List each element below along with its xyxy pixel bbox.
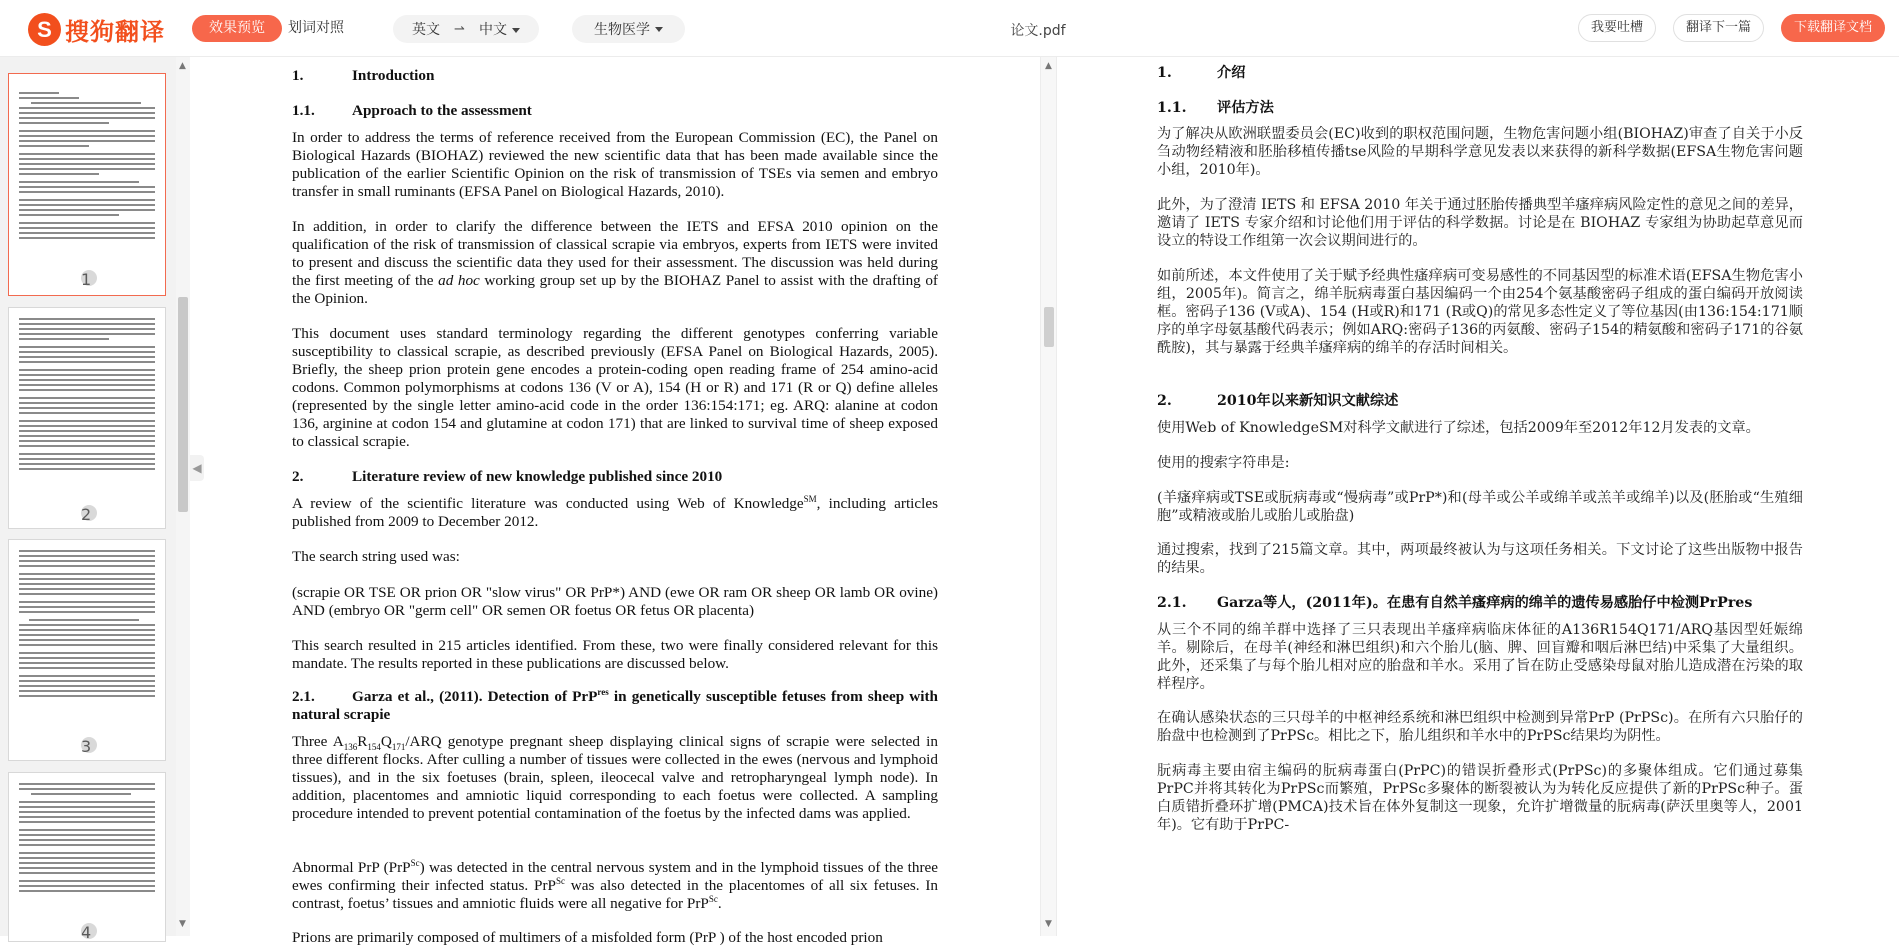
section-heading: 2. 2010年以来新知识文献综述 [1157,393,1399,409]
paragraph: 通过搜索，找到了215篇文章。其中，两项最终被认为与这项任务相关。下文讨论了这些出版物中报告的结果。 [1157,542,1803,576]
scrollbar-thumb[interactable] [178,297,188,512]
section-heading: 2.1. Garza等人，(2011年)。在患有自然羊瘙痒病的绵羊的遗传易感胎仔中检测PrPres [1157,595,1753,611]
download-translation-button[interactable]: 下载翻译文档 [1781,14,1885,42]
paragraph: 朊病毒主要由宿主编码的朊病毒蛋白(PrPC)的错误折叠形式(PrPSc)的多聚体组成。它们通过募集PrPC并将其转化为PrPSc而繁殖，PrPSc多聚体的断裂被认为为转化反应提供了新的PrPSc种子。蛋白质错折叠环扩增(PMCA)技术旨在体外复制这一现象，允许扩增微量的朊病毒(萨沃里奥等人，2001年)。它有助于PrPC- [1157,763,1803,833]
paragraph: Prions are primarily composed of multimers of a misfolded form (PrP ) of the host encoded prion [292,929,883,946]
paragraph: Three $A_{136}R_{154}Q_{171}$/ARQ genotype pregnant sheep displaying clinical signs of scrapie were selected in three different flocks. After culling a number of tissues were collected in the ewes (nervous and lymphoid tissues), and in the six foetuses (brain, spleen, ileocecal valve and retropharyngeal lymph node). In addition, placentomes and amniotic liquid corresponding to each foetus were collected. A sampling procedure intended to prevent potential contamination of the foetus by the infected dams was applied. [292,733,938,822]
paragraph: 为了解决从欧洲联盟委员会(EC)收到的职权范围问题，生物危害问题小组(BIOHAZ)审查了自关于小反刍动物经精液和胚胎移植传播tse风险的早期科学意见发表以来获得的新科学数据(EFSA生物危害问题小组，2010年)。 [1157,126,1803,178]
paragraph: The search string used was: [292,548,460,565]
translated-document-pane [1057,57,1899,936]
logo-text: 搜狗翻译 [65,18,165,46]
paragraph: 如前所述，本文件使用了关于赋予经典性瘙痒病可变易感性的不同基因型的标准术语(EFSA生物危害小组，2005年)。简言之，绵羊朊病毒蛋白基因编码一个由254个氨基酸密码子组成的蛋白编码开放阅读框。密码子136 (V或A)、154 (H或R)和171 (R或Q)的常见多态性定义了等位基因(由136:154:171顺序的单字母氨基酸代码表示；例如ARQ:密码子136的丙氨酸、密码子154的精氨酸和密码子171的谷氨酰胺)，其与暴露于经典羊瘙痒病的绵羊的存活时间相关。 [1157,268,1803,356]
source-language-select[interactable]: 英文 [412,22,441,38]
scrollbar-thumb[interactable] [1044,307,1054,347]
scroll-down-icon[interactable]: ▼ [1045,919,1052,929]
tab-word-compare[interactable]: 划词对照 [288,20,344,36]
source-document-pane [192,57,1038,946]
scroll-up-icon[interactable]: ▲ [179,61,186,71]
chevron-down-icon [512,28,520,33]
section-heading: 2. Literature review of new knowledge published since 2010 [292,468,723,485]
page-thumbnail[interactable] [8,539,166,761]
paragraph: 从三个不同的绵羊群中选择了三只表现出羊瘙痒病临床体征的A136R154Q171/ARQ基因型妊娠绵羊。剔除后，在母羊(神经和淋巴组织)和六个胎儿(脑、脾、回盲瓣和咽后淋巴结)中采集了大量组织。此外，还采集了与每个胎儿相对应的胎盘和羊水。采用了旨在防止受感染母鼠对胎儿造成潜在污染的取样程序。 [1157,622,1803,692]
view-mode-switch [192,15,350,42]
sogou-logo-icon: S [28,13,61,46]
paragraph: 此外，为了澄清 IETS 和 EFSA 2010 年关于通过胚胎传播典型羊瘙痒病风险定性的意见之间的差异，邀请了 IETS 专家介绍和讨论他们用于评估的科学数据。讨论是在 BIOHAZ 专家组为协助起草意见而设立的特设工作组第一次会议期间进行的。 [1157,197,1803,249]
chevron-down-icon [655,27,663,32]
section-heading: 1. Introduction [292,67,435,84]
target-language-label: 中文 [478,22,507,38]
domain-select[interactable] [572,15,685,43]
paragraph: (羊瘙痒病或TSE或朊病毒或“慢病毒”或PrP*)和(母羊或公羊或绵羊或羔羊或绵羊)以及(胚胎或“生殖细胞”或精液或胎儿或胎儿或胎盘) [1157,490,1803,524]
page-number: 4 [81,923,97,939]
paragraph: 使用的搜索字符串是: [1157,455,1290,471]
source-pane-scrollbar[interactable] [1040,57,1057,936]
page-thumbnail[interactable] [8,307,166,529]
tab-effect-preview[interactable]: 效果预览 [192,15,282,42]
paragraph: 在确认感染状态的三只母羊的中枢神经系统和淋巴组织中检测到异常PrP (PrPSc)。在所有六只胎仔的胎盘中也检测到了PrPSc。相比之下，胎儿组织和羊水中的PrPSc结果均为阴性。 [1157,710,1803,744]
target-language-select[interactable] [479,19,520,39]
section-heading: 1. 介绍 [1157,65,1246,81]
paragraph: This document uses standard terminology regarding the different genotypes conferring variable susceptibility to classical scrapie, as described previously (EFSA Panel on Biological Hazards, 2005). Briefly, the sheep prion protein gene encodes a protein-coding open reading frame of 254 amino-acid codons. Common polymorphisms at codons 136 (V or A), 154 (H or R) and 171 (R or Q) define alleles (represented by the single letter amino-acid code in the order 136:154:171; eg. ARQ: alanine at codon 136, arginine at codon 154 and glutamine at codon 171) that are linked to survival time of sheep exposed to classical scrapie. [292,325,938,450]
section-heading: 2.1. Garza et al., (2011). Detection of PrP$^{res}$ in genetically susceptible fetuses from sheep with natural scrapie [292,686,938,723]
top-toolbar [0,0,1899,57]
domain-label: 生物医学 [594,22,650,38]
paragraph: In addition, in order to clarify the difference between the IETS and EFSA 2010 opinion on the qualification of the risk of transmission of classical scrapie via embryos, experts from IETS were invited to present and discuss the scientific data they used for their assessment. The discussion was held during the first meeting of the ad hoc working group set up by the BIOHAZ Panel to assist with the drafting of the Opinion. [292,218,938,307]
page-thumbnail[interactable] [8,73,166,296]
document-filename: 论文.pdf [1010,23,1066,39]
section-heading: 1.1. Approach to the assessment [292,102,532,119]
swap-language-icon[interactable]: ⇀ [454,21,465,37]
page-number: 3 [81,737,97,753]
language-selector [393,15,539,43]
collapse-sidebar-icon[interactable]: ◀ [190,455,204,481]
scroll-up-icon[interactable]: ▲ [1045,61,1052,71]
scroll-down-icon[interactable]: ▼ [179,919,186,929]
thumbnail-scrollbar[interactable] [176,57,190,936]
paragraph: This search resulted in 215 articles identified. From these, two were finally considered relevant for this mandate. The results reported in these publications are discussed below. [292,637,938,672]
page-thumbnail[interactable] [8,772,166,942]
paragraph: Abnormal PrP (PrP$^{Sc}$) was detected in the central nervous system and in the lymphoid tissues of the three ewes confirming their infected status. PrP$^{Sc}$ was also detected in the placentomes of all six fetuses. In contrast, foetus’ tissues and amniotic fluids were all negative for PrP$^{Sc}$. [292,857,938,912]
translate-next-button[interactable]: 翻译下一篇 [1673,14,1764,42]
paragraph: In order to address the terms of reference received from the European Commission (EC), the Panel on Biological Hazards (BIOHAZ) reviewed the new scientific data that has been made available since the publication of the earlier Scientific Opinion on the risk of transmission of TSEs via semen and embryo transfer in small ruminants (EFSA Panel on Biological Hazards, 2010). [292,129,938,200]
feedback-button[interactable]: 我要吐槽 [1578,14,1656,42]
paragraph: 使用Web of KnowledgeSM对科学文献进行了综述，包括2009年至2012年12月发表的文章。 [1157,420,1760,436]
paragraph: A review of the scientific literature was conducted using Web of Knowledge℠, including articles published from 2009 to December 2012. [292,493,939,530]
paragraph: (scrapie OR TSE OR prion OR "slow virus" OR PrP*) AND (ewe OR ram OR sheep OR lamb OR ovine) AND (embryo OR "germ cell" OR semen OR foetus OR fetus OR placenta) [292,584,938,619]
sogou-logo[interactable] [28,12,165,47]
page-thumbnail-panel [0,57,180,942]
page-number: 1 [81,270,97,286]
page-number: 2 [81,505,97,521]
section-heading: 1.1. 评估方法 [1157,100,1274,116]
